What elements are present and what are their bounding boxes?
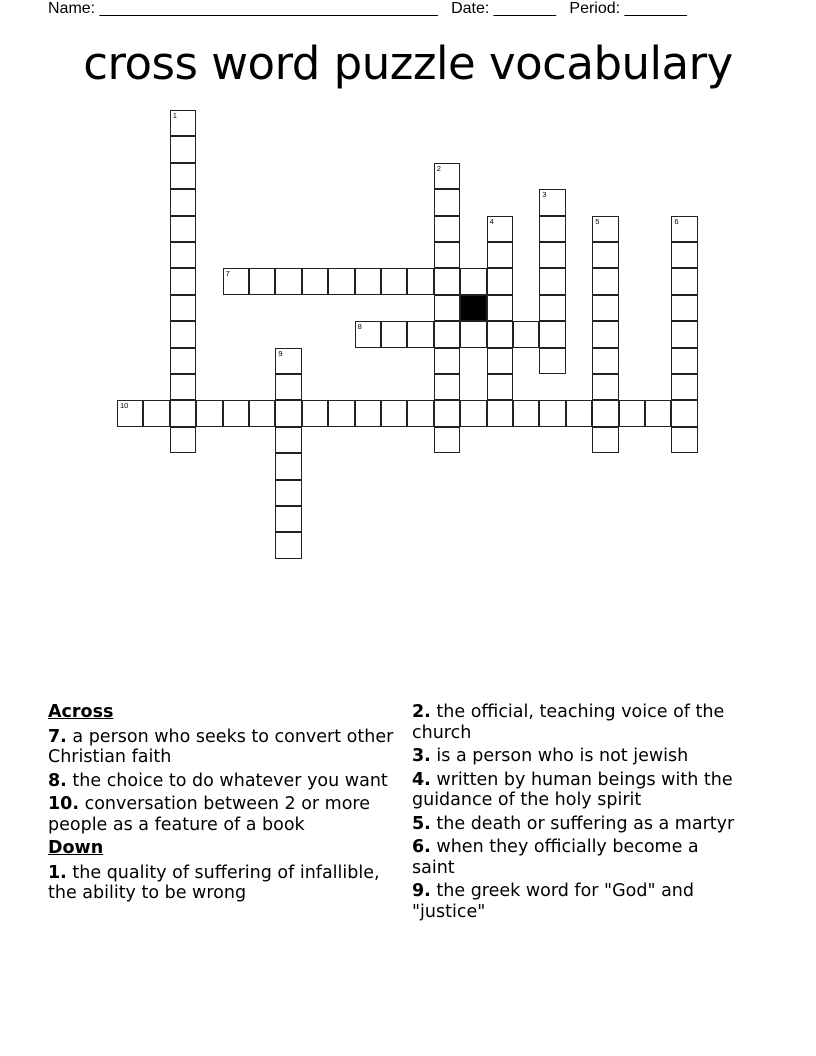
grid-cell[interactable] [170,427,196,453]
grid-cell[interactable] [460,400,486,426]
clue-number: 10. [48,794,80,814]
grid-cell[interactable] [407,400,433,426]
grid-cell[interactable] [619,400,645,426]
grid-cell[interactable] [170,400,196,426]
grid-cell[interactable] [170,374,196,400]
grid-cell[interactable] [513,321,539,347]
grid-cell[interactable] [328,268,354,294]
grid-cell[interactable] [671,400,697,426]
clue-text: the death or suffering as a martyr [436,813,735,834]
grid-cell[interactable] [355,321,381,347]
grid-cell[interactable] [381,268,407,294]
grid-cell[interactable] [117,400,143,426]
cell-number: 8 [357,322,362,332]
clue-text: the choice to do whatever you want [72,770,388,791]
clue-text: conversation between 2 or more people as a feature of a book [48,794,370,835]
grid-cell[interactable] [460,268,486,294]
grid-cell[interactable] [407,268,433,294]
grid-cell[interactable] [592,321,618,347]
grid-cell[interactable] [592,216,618,242]
grid-cell[interactable] [434,268,460,294]
grid-cell[interactable] [434,189,460,215]
clue-text: is a person who is not jewish [436,746,689,766]
grid-cell[interactable] [170,348,196,374]
grid-cell[interactable] [592,268,618,294]
grid-cell[interactable] [592,295,618,321]
clue-number: 7. [48,726,67,747]
cell-number: 2 [436,163,441,173]
cell-number: 1 [172,111,177,120]
grid-cell[interactable] [592,374,618,400]
grid-cell[interactable] [434,295,460,321]
grid-cell[interactable] [170,295,196,321]
clue-across-10 [48,794,403,835]
grid-cell[interactable] [275,453,301,479]
clue-text: written by human beings with the guidance of the holy spirit [412,769,733,810]
clue-text: the quality of suffering of infallible, the ability to be wrong [48,862,380,903]
grid-cell[interactable] [143,400,169,426]
grid-cell[interactable] [170,268,196,294]
grid-cell[interactable] [539,216,565,242]
grid-cell[interactable] [275,400,301,426]
grid-cell[interactable] [170,136,196,162]
grid-cell[interactable] [223,268,249,294]
grid-cell[interactable] [671,374,697,400]
grid-cell[interactable] [407,321,433,347]
grid-cell[interactable] [275,506,301,532]
grid-cell[interactable] [170,242,196,268]
grid-cell[interactable] [434,321,460,347]
grid-cell[interactable] [434,163,460,189]
period-label: Period: [569,0,621,17]
grid-cell[interactable] [434,427,460,453]
grid-cell[interactable] [671,348,697,374]
student-info-header [48,0,687,18]
grid-cell[interactable] [381,321,407,347]
clue-number: 1. [48,862,67,883]
period-blank: _______ [624,0,687,17]
grid-cell[interactable] [434,374,460,400]
grid-cell[interactable] [249,268,275,294]
grid-cell[interactable] [539,295,565,321]
grid-cell[interactable] [487,242,513,268]
grid-cell[interactable] [302,268,328,294]
grid-cell[interactable] [487,400,513,426]
cell-number: 3 [542,190,547,200]
across-heading: Across [48,702,114,722]
grid-cell[interactable] [434,400,460,426]
grid-cell[interactable] [539,189,565,215]
grid-cell[interactable] [592,242,618,268]
grid-cell[interactable] [487,268,513,294]
grid-cell[interactable] [539,268,565,294]
grid-cell[interactable] [592,400,618,426]
grid-cell[interactable] [671,295,697,321]
down-heading: Down [48,838,104,858]
clue-number: 5. [412,813,431,834]
grid-cell[interactable] [249,400,275,426]
grid-cell[interactable] [487,321,513,347]
clue-number: 8. [48,770,67,791]
grid-cell[interactable] [434,348,460,374]
clue-across-7 [48,727,403,768]
grid-cell[interactable] [539,348,565,374]
clue-number: 3. [412,746,431,766]
cell-number: 9 [278,348,283,358]
grid-cell[interactable] [275,427,301,453]
grid-cell[interactable] [671,427,697,453]
grid-cell[interactable] [671,321,697,347]
clue-down-3 [412,746,742,767]
grid-cell[interactable] [671,268,697,294]
date-label: Date: [451,0,490,17]
grid-cell[interactable] [460,321,486,347]
clue-number: 9. [412,881,431,901]
grid-cell[interactable] [275,374,301,400]
grid-cell[interactable] [275,532,301,558]
grid-cell[interactable] [434,216,460,242]
clue-number: 4. [412,769,431,790]
name-blank: ______________________________________ [99,0,438,17]
grid-cell[interactable] [355,268,381,294]
grid-cell[interactable] [539,400,565,426]
grid-cell[interactable] [592,427,618,453]
grid-cell[interactable] [539,242,565,268]
grid-cell[interactable] [539,321,565,347]
clue-number: 2. [412,702,431,722]
clue-text: a person who seeks to convert other Christian faith [48,726,394,767]
grid-cell[interactable] [434,242,460,268]
clue-down-6 [412,837,742,878]
cell-number: 6 [674,216,679,226]
grid-cell[interactable] [170,163,196,189]
grid-cell[interactable] [170,189,196,215]
clue-down-5 [412,814,742,835]
grid-cell[interactable] [566,400,592,426]
grid-cell[interactable] [355,400,381,426]
page-title: cross word puzzle vocabulary [83,37,733,90]
grid-cell[interactable] [275,480,301,506]
grid-cell[interactable] [170,216,196,242]
clue-down-4 [412,770,742,811]
clue-text: the official, teaching voice of the church [412,702,725,743]
grid-cell[interactable] [671,216,697,242]
clue-number: 6. [412,837,431,857]
grid-cell[interactable] [645,400,671,426]
grid-cell[interactable] [170,321,196,347]
grid-cell[interactable] [170,110,196,136]
grid-cell[interactable] [671,242,697,268]
clue-down-9 [412,881,742,922]
clues-left-column [48,702,403,907]
grid-cell[interactable] [223,400,249,426]
grid-cell[interactable] [487,216,513,242]
cell-number: 10 [120,401,129,411]
clues-right-column [412,702,742,925]
cell-number: 5 [595,216,600,226]
clue-across-8 [48,771,403,792]
grid-cell[interactable] [196,400,222,426]
cell-number: 7 [225,269,230,279]
grid-cell[interactable] [275,268,301,294]
grid-cell[interactable] [302,400,328,426]
cell-number: 4 [489,216,494,226]
clue-text: the greek word for "God" and "justice" [412,881,695,922]
clue-down-2 [412,702,742,743]
grid-cell[interactable] [487,295,513,321]
clue-text: when they officially become a saint [412,837,699,878]
grid-cell[interactable] [487,374,513,400]
grid-cell[interactable] [513,400,539,426]
grid-cell[interactable] [275,348,301,374]
name-label: Name: [48,0,96,17]
grid-cell[interactable] [487,348,513,374]
clue-down-1 [48,863,403,904]
grid-cell[interactable] [592,348,618,374]
grid-cell[interactable] [381,400,407,426]
date-blank: _______ [493,0,557,17]
black-cell [460,295,486,321]
grid-cell[interactable] [328,400,354,426]
